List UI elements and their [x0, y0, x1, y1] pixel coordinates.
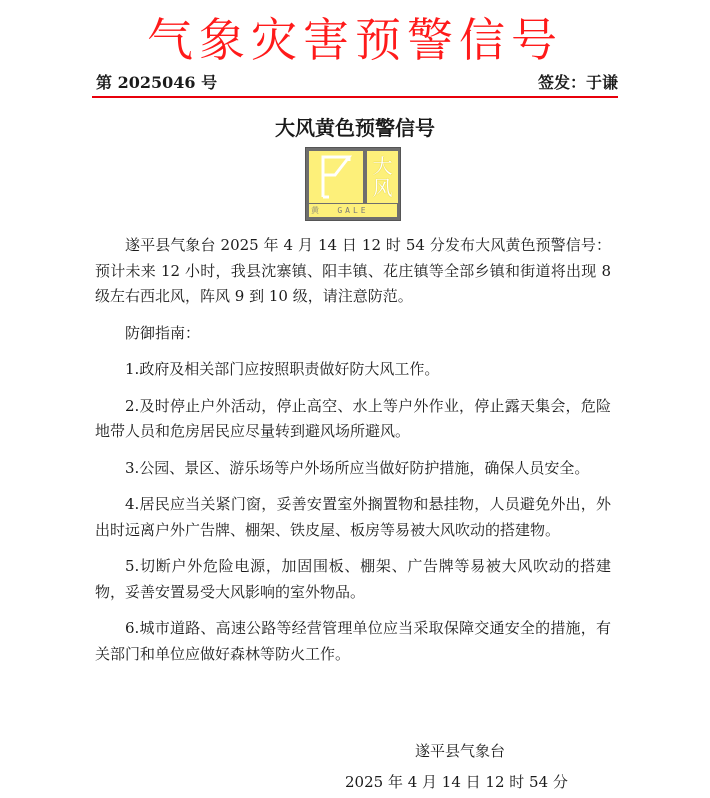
issue-number: 第 2025046 号: [96, 73, 218, 92]
icon-char-1: 大: [372, 154, 393, 178]
guide-item-1: 1.政府及相关部门应按照职责做好防大风工作。: [125, 360, 440, 378]
issue-line: [96, 70, 618, 93]
icon-char-2: 风: [372, 176, 393, 200]
red-rule-divider: [92, 96, 618, 98]
icon-band: [309, 204, 397, 217]
icon-band-level: 黄: [311, 206, 319, 215]
guide-heading: 防御指南：: [125, 323, 201, 342]
document-title: 大风黄色预警信号: [275, 116, 435, 140]
issue-signer: 签发：于谦: [537, 73, 618, 92]
guide-item-3: 3.公园、景区、游乐场等户外场所应当做好防护措施，确保人员安全。: [125, 458, 590, 477]
icon-chars: [367, 151, 398, 203]
masthead-title: 气象灾害预警信号: [147, 13, 563, 67]
document-body: [95, 233, 611, 678]
intro-paragraph: 遂平县气象台 2025 年 4 月 14 日 12 时 54 分发布大风黄色预警信号：预计未来 12 小时，我县沈寨镇、阳丰镇、花庄镇等全部乡镇和街道将出现 8 级左右西北风，阵风 9 到 10 级，请注意防范。: [95, 236, 611, 305]
issuer-signature: 遂平县气象台: [415, 742, 506, 760]
issue-date: 2025 年 4 月 14 日 12 时 54 分: [345, 773, 568, 791]
guide-item-6: 6.城市道路、高速公路等经营管理单位应当采取保障交通安全的措施，有关部门和单位应做好森林等防火工作。: [95, 619, 611, 663]
gale-yellow-warning-icon: [305, 147, 401, 221]
guide-item-4: 4.居民应当关紧门窗，妥善安置室外搁置物和悬挂物，人员避免外出，外出时远离户外广告牌、棚架、铁皮屋、板房等易被大风吹动的搭建物。: [95, 495, 611, 539]
guide-item-5: 5.切断户外危险电源，加固围板、棚架、广告牌等易被大风吹动的搭建物，妥善安置易受大风影响的室外物品。: [95, 557, 611, 601]
guide-item-2: 2.及时停止户外活动，停止高空、水上等户外作业，停止露天集会，危险地带人员和危房居民应尽量转到避风场所避风。: [95, 396, 611, 440]
icon-band-label: GALE: [337, 206, 369, 215]
wind-flag-icon: [309, 151, 363, 203]
